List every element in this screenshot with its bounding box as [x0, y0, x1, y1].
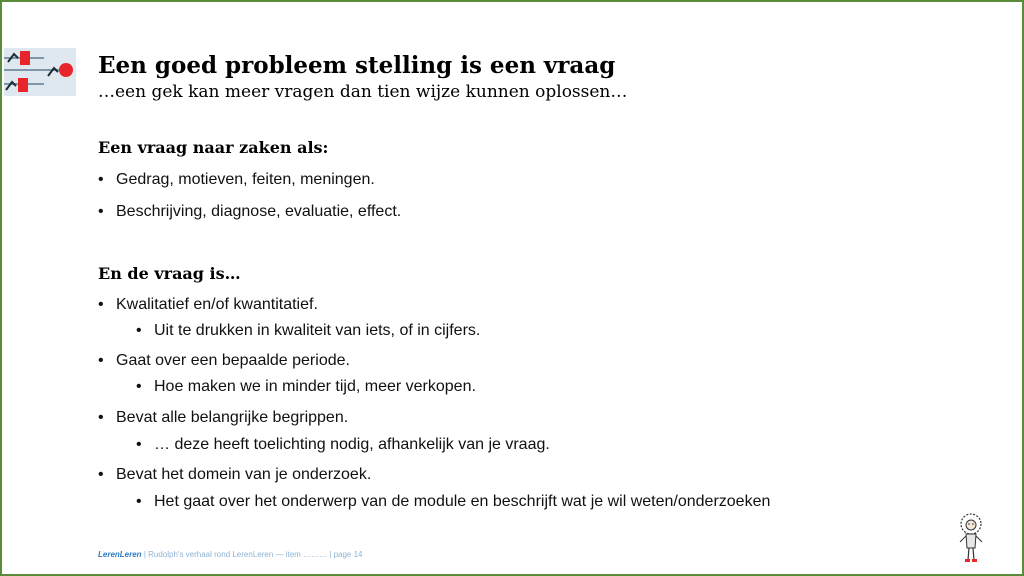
- footer-text: | Rudolph's verhaal rond LerenLeren — item ……… | page 14: [143, 550, 363, 559]
- bullet-icon: •: [136, 436, 142, 453]
- slide-footer: [98, 550, 363, 559]
- slide-title: Een goed probleem stelling is een vraag: [98, 52, 616, 79]
- logo-illustration-icon: [4, 48, 76, 96]
- list-item-text: Gaat over een bepaalde periode.: [116, 352, 350, 369]
- section-heading-zaken: Een vraag naar zaken als:: [98, 138, 329, 157]
- slide-subtitle: …een gek kan meer vragen dan tien wijze kunnen oplossen…: [98, 82, 628, 102]
- bullet-icon: •: [98, 466, 104, 483]
- bullet-icon: •: [136, 378, 142, 395]
- list-item-text: Gedrag, motieven, feiten, meningen.: [116, 171, 375, 188]
- sub-list-item-text: Hoe maken we in minder tijd, meer verkopen.: [154, 378, 476, 395]
- bullet-icon: •: [98, 409, 104, 426]
- list-item-text: Kwalitatief en/of kwantitatief.: [116, 296, 318, 313]
- sub-list-item-text: Het gaat over het onderwerp van de module en beschrijft wat je wil weten/onderzoeken: [154, 493, 771, 510]
- section-heading-vraag: En de vraag is…: [98, 264, 241, 283]
- bullet-icon: •: [98, 296, 104, 313]
- sub-list-item-text: … deze heeft toelichting nodig, afhankelijk van je vraag.: [154, 436, 550, 453]
- bullet-icon: •: [136, 322, 142, 339]
- mascot-illustration-icon: [954, 512, 988, 564]
- bullet-icon: •: [98, 352, 104, 369]
- bullet-icon: •: [98, 203, 104, 220]
- footer-brand: LerenLeren: [98, 550, 142, 559]
- list-item-text: Beschrijving, diagnose, evaluatie, effect.: [116, 203, 402, 220]
- bullet-icon: •: [136, 493, 142, 510]
- sub-list-item-text: Uit te drukken in kwaliteit van iets, of in cijfers.: [154, 322, 481, 339]
- list-item-text: Bevat het domein van je onderzoek.: [116, 466, 372, 483]
- list-item-text: Bevat alle belangrijke begrippen.: [116, 409, 349, 426]
- bullet-icon: •: [98, 171, 104, 188]
